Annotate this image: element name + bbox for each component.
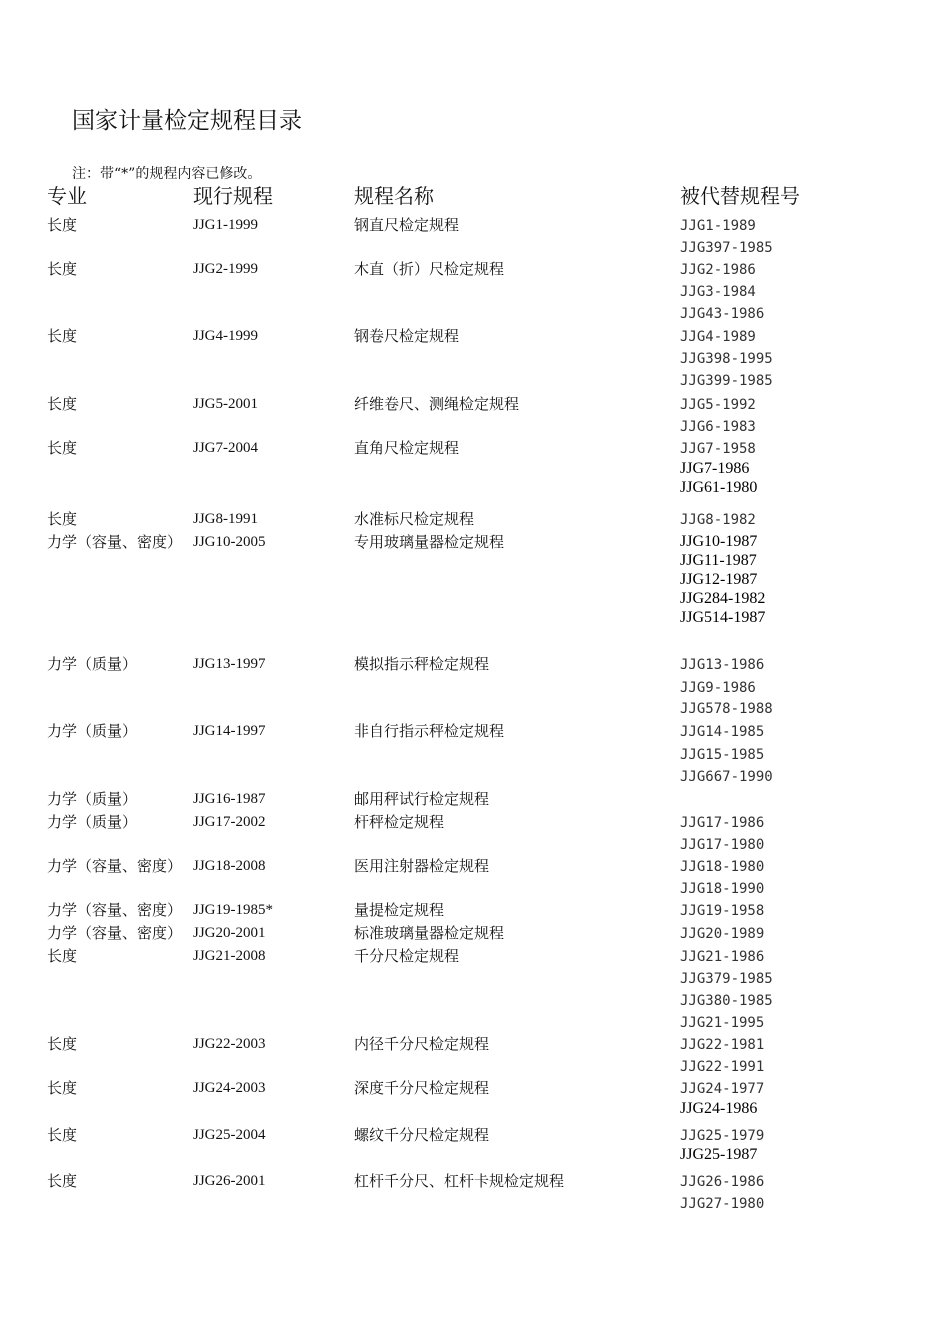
replaced-code: JJG1-1989 (680, 218, 756, 234)
specialty-cell: 力学（质量） (47, 790, 138, 808)
table-row (0, 946, 950, 966)
replaced-code: JJG25-1979 (680, 1128, 765, 1144)
replaced-code: JJG43-1986 (680, 306, 765, 322)
replaced-code: JJG2-1986 (680, 262, 756, 278)
regulation-name-cell: 杆秤检定规程 (354, 813, 445, 831)
replaced-code: JJG284-1982 (680, 590, 766, 607)
regulation-name-cell: 螺纹千分尺检定规程 (354, 1126, 490, 1144)
replaced-code: JJG397-1985 (680, 240, 773, 256)
table-row (0, 259, 950, 279)
regulation-name-cell: 钢直尺检定规程 (354, 216, 460, 234)
table-row (0, 1034, 950, 1054)
specialty-cell: 长度 (47, 1126, 78, 1144)
table-row (0, 856, 950, 876)
regulation-name-cell: 专用玻璃量器检定规程 (354, 533, 505, 551)
replaced-code: JJG8-1982 (680, 512, 756, 528)
replaced-code: JJG3-1984 (680, 284, 756, 300)
replaced-code: JJG17-1980 (680, 837, 765, 853)
replaced-code: JJG61-1980 (680, 479, 758, 496)
replaced-code: JJG19-1958 (680, 903, 765, 919)
replaced-code: JJG10-1987 (680, 533, 758, 550)
current-code-cell: JJG16-1987 (193, 791, 266, 807)
current-code-cell: JJG7-2004 (193, 440, 259, 456)
specialty-cell: 力学（质量） (47, 813, 138, 831)
regulation-name-cell: 医用注射器检定规程 (354, 857, 490, 875)
table-row (0, 215, 950, 235)
specialty-cell: 力学（质量） (47, 722, 138, 740)
replaced-code: JJG21-1986 (680, 949, 765, 965)
replaced-code: JJG18-1990 (680, 881, 765, 897)
replaced-code: JJG11-1987 (680, 552, 757, 569)
table-row (0, 394, 950, 414)
replaced-code: JJG667-1990 (680, 769, 773, 785)
table-row (0, 923, 950, 943)
replaced-code: JJG14-1985 (680, 724, 765, 740)
replaced-code: JJG17-1986 (680, 815, 765, 831)
table-row (0, 532, 950, 552)
replaced-code: JJG24-1986 (680, 1100, 758, 1117)
replaced-code: JJG24-1977 (680, 1081, 765, 1097)
current-code-cell: JJG17-2002 (193, 814, 266, 830)
regulation-name-cell: 非自行指示秤检定规程 (354, 722, 505, 740)
current-code-cell: JJG5-2001 (193, 396, 259, 412)
specialty-cell: 力学（容量、密度） (47, 857, 183, 875)
table-row (0, 1125, 950, 1145)
current-code-cell: JJG2-1999 (193, 261, 259, 277)
current-code-cell: JJG13-1997 (193, 656, 266, 672)
table-row (0, 721, 950, 741)
replaced-code: JJG7-1986 (680, 460, 750, 477)
current-code-cell: JJG20-2001 (193, 925, 266, 941)
regulation-name-cell: 千分尺检定规程 (354, 947, 460, 965)
page-title: 国家计量检定规程目录 (72, 108, 302, 134)
replaced-code: JJG379-1985 (680, 971, 773, 987)
replaced-code: JJG26-1986 (680, 1174, 765, 1190)
table-row (0, 1078, 950, 1098)
replaced-code: JJG12-1987 (680, 571, 758, 588)
current-code-cell: JJG10-2005 (193, 534, 266, 550)
specialty-cell: 长度 (47, 1172, 78, 1190)
replaced-code: JJG514-1987 (680, 609, 766, 626)
specialty-cell: 长度 (47, 395, 78, 413)
replaced-code: JJG7-1958 (680, 441, 756, 457)
regulation-name-cell: 标准玻璃量器检定规程 (354, 924, 505, 942)
replaced-code: JJG22-1981 (680, 1037, 765, 1053)
specialty-cell: 长度 (47, 947, 78, 965)
replaced-code: JJG20-1989 (680, 926, 765, 942)
current-code-cell: JJG21-2008 (193, 948, 266, 964)
replaced-code: JJG5-1992 (680, 397, 756, 413)
header-replaced: 被代替规程号 (680, 184, 800, 208)
header-name: 规程名称 (354, 184, 434, 208)
replaced-code: JJG380-1985 (680, 993, 773, 1009)
regulation-name-cell: 钢卷尺检定规程 (354, 327, 460, 345)
replaced-code: JJG18-1980 (680, 859, 765, 875)
replaced-code: JJG27-1980 (680, 1196, 765, 1212)
regulation-name-cell: 木直（折）尺检定规程 (354, 260, 505, 278)
table-row (0, 1171, 950, 1191)
table-row (0, 812, 950, 832)
specialty-cell: 长度 (47, 260, 78, 278)
replaced-code: JJG9-1986 (680, 680, 756, 696)
current-code-cell: JJG1-1999 (193, 217, 259, 233)
specialty-cell: 长度 (47, 1035, 78, 1053)
replaced-code: JJG22-1991 (680, 1059, 765, 1075)
replaced-code: JJG4-1989 (680, 329, 756, 345)
table-row (0, 509, 950, 529)
table-row (0, 654, 950, 674)
regulation-name-cell: 杠杆千分尺、杠杆卡规检定规程 (354, 1172, 565, 1190)
specialty-cell: 长度 (47, 216, 78, 234)
current-code-cell: JJG19-1985* (193, 902, 274, 918)
current-code-cell: JJG25-2004 (193, 1127, 266, 1143)
current-code-cell: JJG4-1999 (193, 328, 259, 344)
regulation-name-cell: 纤维卷尺、测绳检定规程 (354, 395, 520, 413)
table-row (0, 438, 950, 458)
current-code-cell: JJG18-2008 (193, 858, 266, 874)
regulation-name-cell: 深度千分尺检定规程 (354, 1079, 490, 1097)
note-text: 注：带“*”的规程内容已修改。 (72, 166, 262, 182)
regulation-name-cell: 邮用秤试行检定规程 (354, 790, 490, 808)
table-row (0, 326, 950, 346)
specialty-cell: 力学（质量） (47, 655, 138, 673)
table-row (0, 789, 950, 809)
current-code-cell: JJG14-1997 (193, 723, 266, 739)
replaced-code: JJG398-1995 (680, 351, 773, 367)
regulation-name-cell: 直角尺检定规程 (354, 439, 460, 457)
replaced-code: JJG578-1988 (680, 701, 773, 717)
replaced-code: JJG399-1985 (680, 373, 773, 389)
replaced-code: JJG15-1985 (680, 747, 765, 763)
replaced-code: JJG25-1987 (680, 1146, 758, 1163)
specialty-cell: 力学（容量、密度） (47, 924, 183, 942)
specialty-cell: 力学（容量、密度） (47, 901, 183, 919)
regulation-name-cell: 水准标尺检定规程 (354, 510, 475, 528)
current-code-cell: JJG24-2003 (193, 1080, 266, 1096)
specialty-cell: 长度 (47, 510, 78, 528)
regulation-name-cell: 量提检定规程 (354, 901, 445, 919)
header-specialty: 专业 (47, 184, 87, 208)
specialty-cell: 长度 (47, 439, 78, 457)
regulation-name-cell: 内径千分尺检定规程 (354, 1035, 490, 1053)
replaced-code: JJG21-1995 (680, 1015, 765, 1031)
header-current: 现行规程 (193, 184, 273, 208)
current-code-cell: JJG22-2003 (193, 1036, 266, 1052)
current-code-cell: JJG8-1991 (193, 511, 259, 527)
specialty-cell: 长度 (47, 327, 78, 345)
current-code-cell: JJG26-2001 (193, 1173, 266, 1189)
replaced-code: JJG13-1986 (680, 657, 765, 673)
specialty-cell: 长度 (47, 1079, 78, 1097)
replaced-code: JJG6-1983 (680, 419, 756, 435)
table-row (0, 900, 950, 920)
regulation-name-cell: 模拟指示秤检定规程 (354, 655, 490, 673)
specialty-cell: 力学（容量、密度） (47, 533, 183, 551)
